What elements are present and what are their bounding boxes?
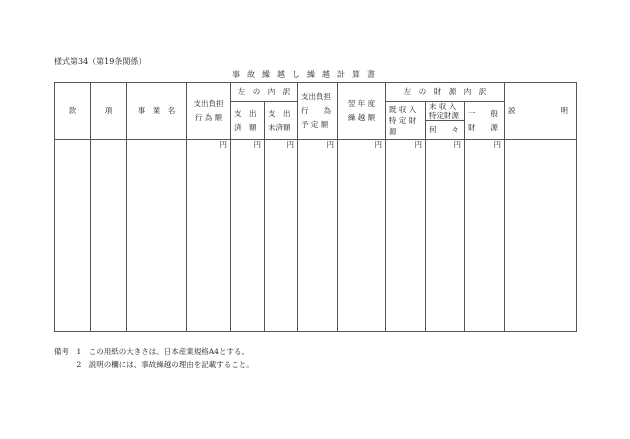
header-kan: 款	[55, 83, 91, 140]
unit-yen: 円	[386, 140, 426, 332]
unit-yen: 円	[426, 140, 465, 332]
carryover-table	[54, 82, 577, 332]
header-ippan: 一 般 財 源	[465, 102, 505, 140]
unit-yen: 円	[265, 140, 298, 332]
note-2: 2 説明の欄には、事故繰越の理由を記載すること。	[54, 360, 254, 369]
header-setsumei: 説 明	[505, 83, 577, 140]
unit-yen: 円	[338, 140, 386, 332]
header-ki-shuunyu: 既 収 入 特 定 財 源	[386, 102, 426, 140]
header-shishutsu-mizumi: 支 出 未済額	[265, 102, 298, 140]
header-futan-yotei: 支出負担 行 為 予 定 額	[298, 83, 338, 140]
document-title: 事故繰越し繰越計算書	[232, 70, 382, 79]
unit-yen: 円	[187, 140, 231, 332]
unit-yen: 円	[231, 140, 265, 332]
header-jigyo: 事 業 名	[127, 83, 187, 140]
unit-yen: 円	[298, 140, 338, 332]
header-shishutsu-zumi: 支 出 済 額	[231, 102, 265, 140]
form-number: 様式第34（第19条関係）	[54, 57, 147, 66]
note-1: 備考 1 この用紙の大きさは、日本産業規格A4とする。	[54, 347, 249, 356]
unit-yen: 円	[465, 140, 505, 332]
header-shishutsu-futan: 支出負担 行 為 額	[187, 83, 231, 140]
header-zaigen-uchiwake: 左 の 財 源 内 訳	[386, 83, 505, 102]
notes	[54, 345, 254, 371]
header-mi-shuunyu: 未 収 入 特定財源	[426, 102, 465, 121]
header-nanika: 何 々	[426, 121, 465, 140]
header-kou: 項	[91, 83, 127, 140]
header-hidari-uchiwake: 左 の 内 訳	[231, 83, 298, 102]
header-yokunendo: 翌 年 度 繰 越 額	[338, 83, 386, 140]
